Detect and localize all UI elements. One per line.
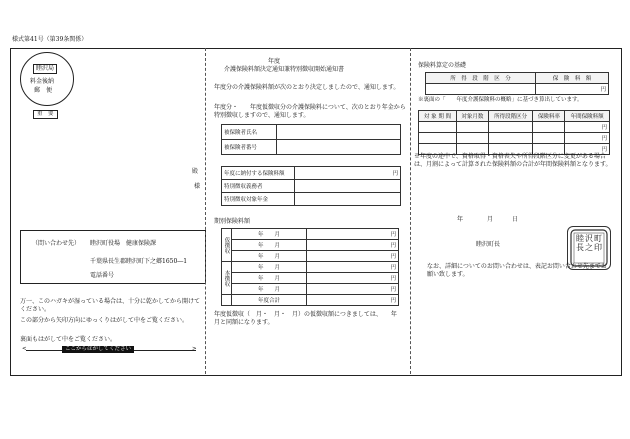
amount-yen: 円 [535, 84, 608, 95]
postage-town: 睦沢局 [33, 64, 57, 74]
month-label: 月 [274, 254, 281, 260]
addressee-title: 殿 [192, 168, 199, 175]
notice-intro-2: 年度分・ 年度仮徴収分の介護保険料について、次のとおり年金から特別徴収しますので、通知します。 [214, 104, 406, 120]
month-label: 月 [274, 287, 281, 293]
pension-label: 特別徴収対象年金 [222, 193, 295, 206]
total-label: 年度合計 [232, 295, 307, 306]
annual-table [221, 166, 401, 206]
level-header: 所 得 段 階 区 分 [426, 73, 536, 84]
closing-note: なお、詳細についてのお問い合わせは、表記お問い合わせ先までお願い致します。 [427, 263, 607, 279]
period-yen: 円 [565, 144, 610, 155]
period-yen: 円 [565, 133, 610, 144]
installment-table [221, 228, 399, 306]
mayor-name: 睦沢町長 [476, 241, 501, 248]
annual-yen: 円 [295, 167, 401, 180]
period-table [418, 110, 610, 155]
peel-note-1: 万一、このハガキが湿っている場合は、十分に乾かしてから開けてください。 [20, 298, 201, 314]
year-label: 年 [257, 243, 264, 249]
pension-value [295, 193, 401, 206]
header-rate: 保険料率 [533, 111, 565, 122]
header-level: 所得段階区分 [488, 111, 533, 122]
provisional-footnote: 年度仮徴収（ 月・ 月・ 月）の仮徴収額につきましては、 年 月と同額になります。 [214, 311, 403, 327]
date-day: 日 [512, 216, 519, 223]
insured-table [221, 124, 401, 155]
installment-yen: 円 [307, 229, 399, 240]
total-yen: 円 [307, 295, 399, 306]
header-period: 対 象 期 間 [419, 111, 457, 122]
year-label: 年 [257, 232, 264, 238]
inquiry-dept: 睦沢町役場 健康保険課 [90, 240, 157, 247]
installment-yen: 円 [307, 251, 399, 262]
year-label: 年 [257, 265, 264, 271]
header-months: 対象月数 [456, 111, 488, 122]
arrow-left-icon: < [22, 346, 27, 352]
special-title: 期別保険料額 [214, 218, 251, 225]
month-label: 月 [274, 232, 281, 238]
date-year: 年 [457, 216, 464, 223]
postage-label-2: 郵 便 [34, 87, 53, 94]
insured-name-value [277, 125, 401, 140]
installment-yen: 円 [307, 273, 399, 284]
month-label: 月 [274, 276, 281, 282]
insured-name-label: 被保険者氏名 [222, 125, 277, 140]
seal-text: 睦沢町長之印 [576, 234, 603, 252]
fold-line-left [205, 48, 206, 374]
postage-label: 料金後納 [30, 78, 55, 85]
obligor-label: 特別徴収義務者 [222, 180, 295, 193]
installment-yen: 円 [307, 284, 399, 295]
inquiry-address: 千葉県長生郡睦沢町下之郷1650―1 [90, 258, 188, 265]
addressee-sama: 様 [194, 183, 201, 190]
amount-header: 保 険 料 額 [535, 73, 608, 84]
honchoshu-label: 本徴収 [222, 262, 232, 295]
header-annual: 年間保険料額 [565, 111, 610, 122]
notice-intro-1: 年度分の介護保険料額が次のとおり決定しましたので、通知します。 [214, 84, 400, 91]
peel-here-label[interactable]: ここからはがしてください [62, 346, 134, 353]
fold-line-right [410, 48, 411, 374]
insured-no-label: 被保険者番号 [222, 140, 277, 155]
notice-title: 介護保険料額決定通知兼特別徴収開始通知書 [224, 66, 345, 73]
basis-title: 保険料算定の基礎 [418, 62, 467, 69]
back-note: ※裏面の「 年度介護保険料の概略」に基づき算出しています。 [418, 97, 583, 103]
peel-note-3: 裏面もはがして中をご覧ください。 [20, 336, 117, 343]
notice-era: 年度 [268, 58, 281, 65]
date-month: 月 [487, 216, 494, 223]
peel-note-2: この部分から矢印方向にゆっくりはがして中をご覧ください。 [20, 317, 188, 324]
form-number: 様式第41号（第39条関係） [12, 36, 88, 43]
year-label: 年 [257, 287, 264, 293]
annual-label: 年度に納付する保険料額 [222, 167, 295, 180]
important-badge: 重 要 [33, 110, 58, 119]
installment-yen: 円 [307, 240, 399, 251]
period-yen: 円 [565, 122, 610, 133]
arrow-right-icon: > [192, 346, 197, 352]
month-label: 月 [274, 265, 281, 271]
inquiry-label: （問い合わせ先） [32, 240, 81, 247]
level-value [426, 84, 536, 95]
month-label: 月 [274, 243, 281, 249]
inquiry-phone: 電話番号 [90, 272, 115, 279]
year-label: 年 [257, 276, 264, 282]
year-label: 年 [257, 254, 264, 260]
basis-table [425, 72, 609, 95]
mid-year-note: ※年度の途中で、資格取得・資格喪失や所得段階区分に変更がある場合は、月割によって計算された保険料額の合計が年間保険料額となります。 [414, 153, 612, 169]
installment-yen: 円 [307, 262, 399, 273]
obligor-value [295, 180, 401, 193]
insured-no-value [277, 140, 401, 155]
karichoshu-label: 仮徴収 [222, 229, 232, 262]
